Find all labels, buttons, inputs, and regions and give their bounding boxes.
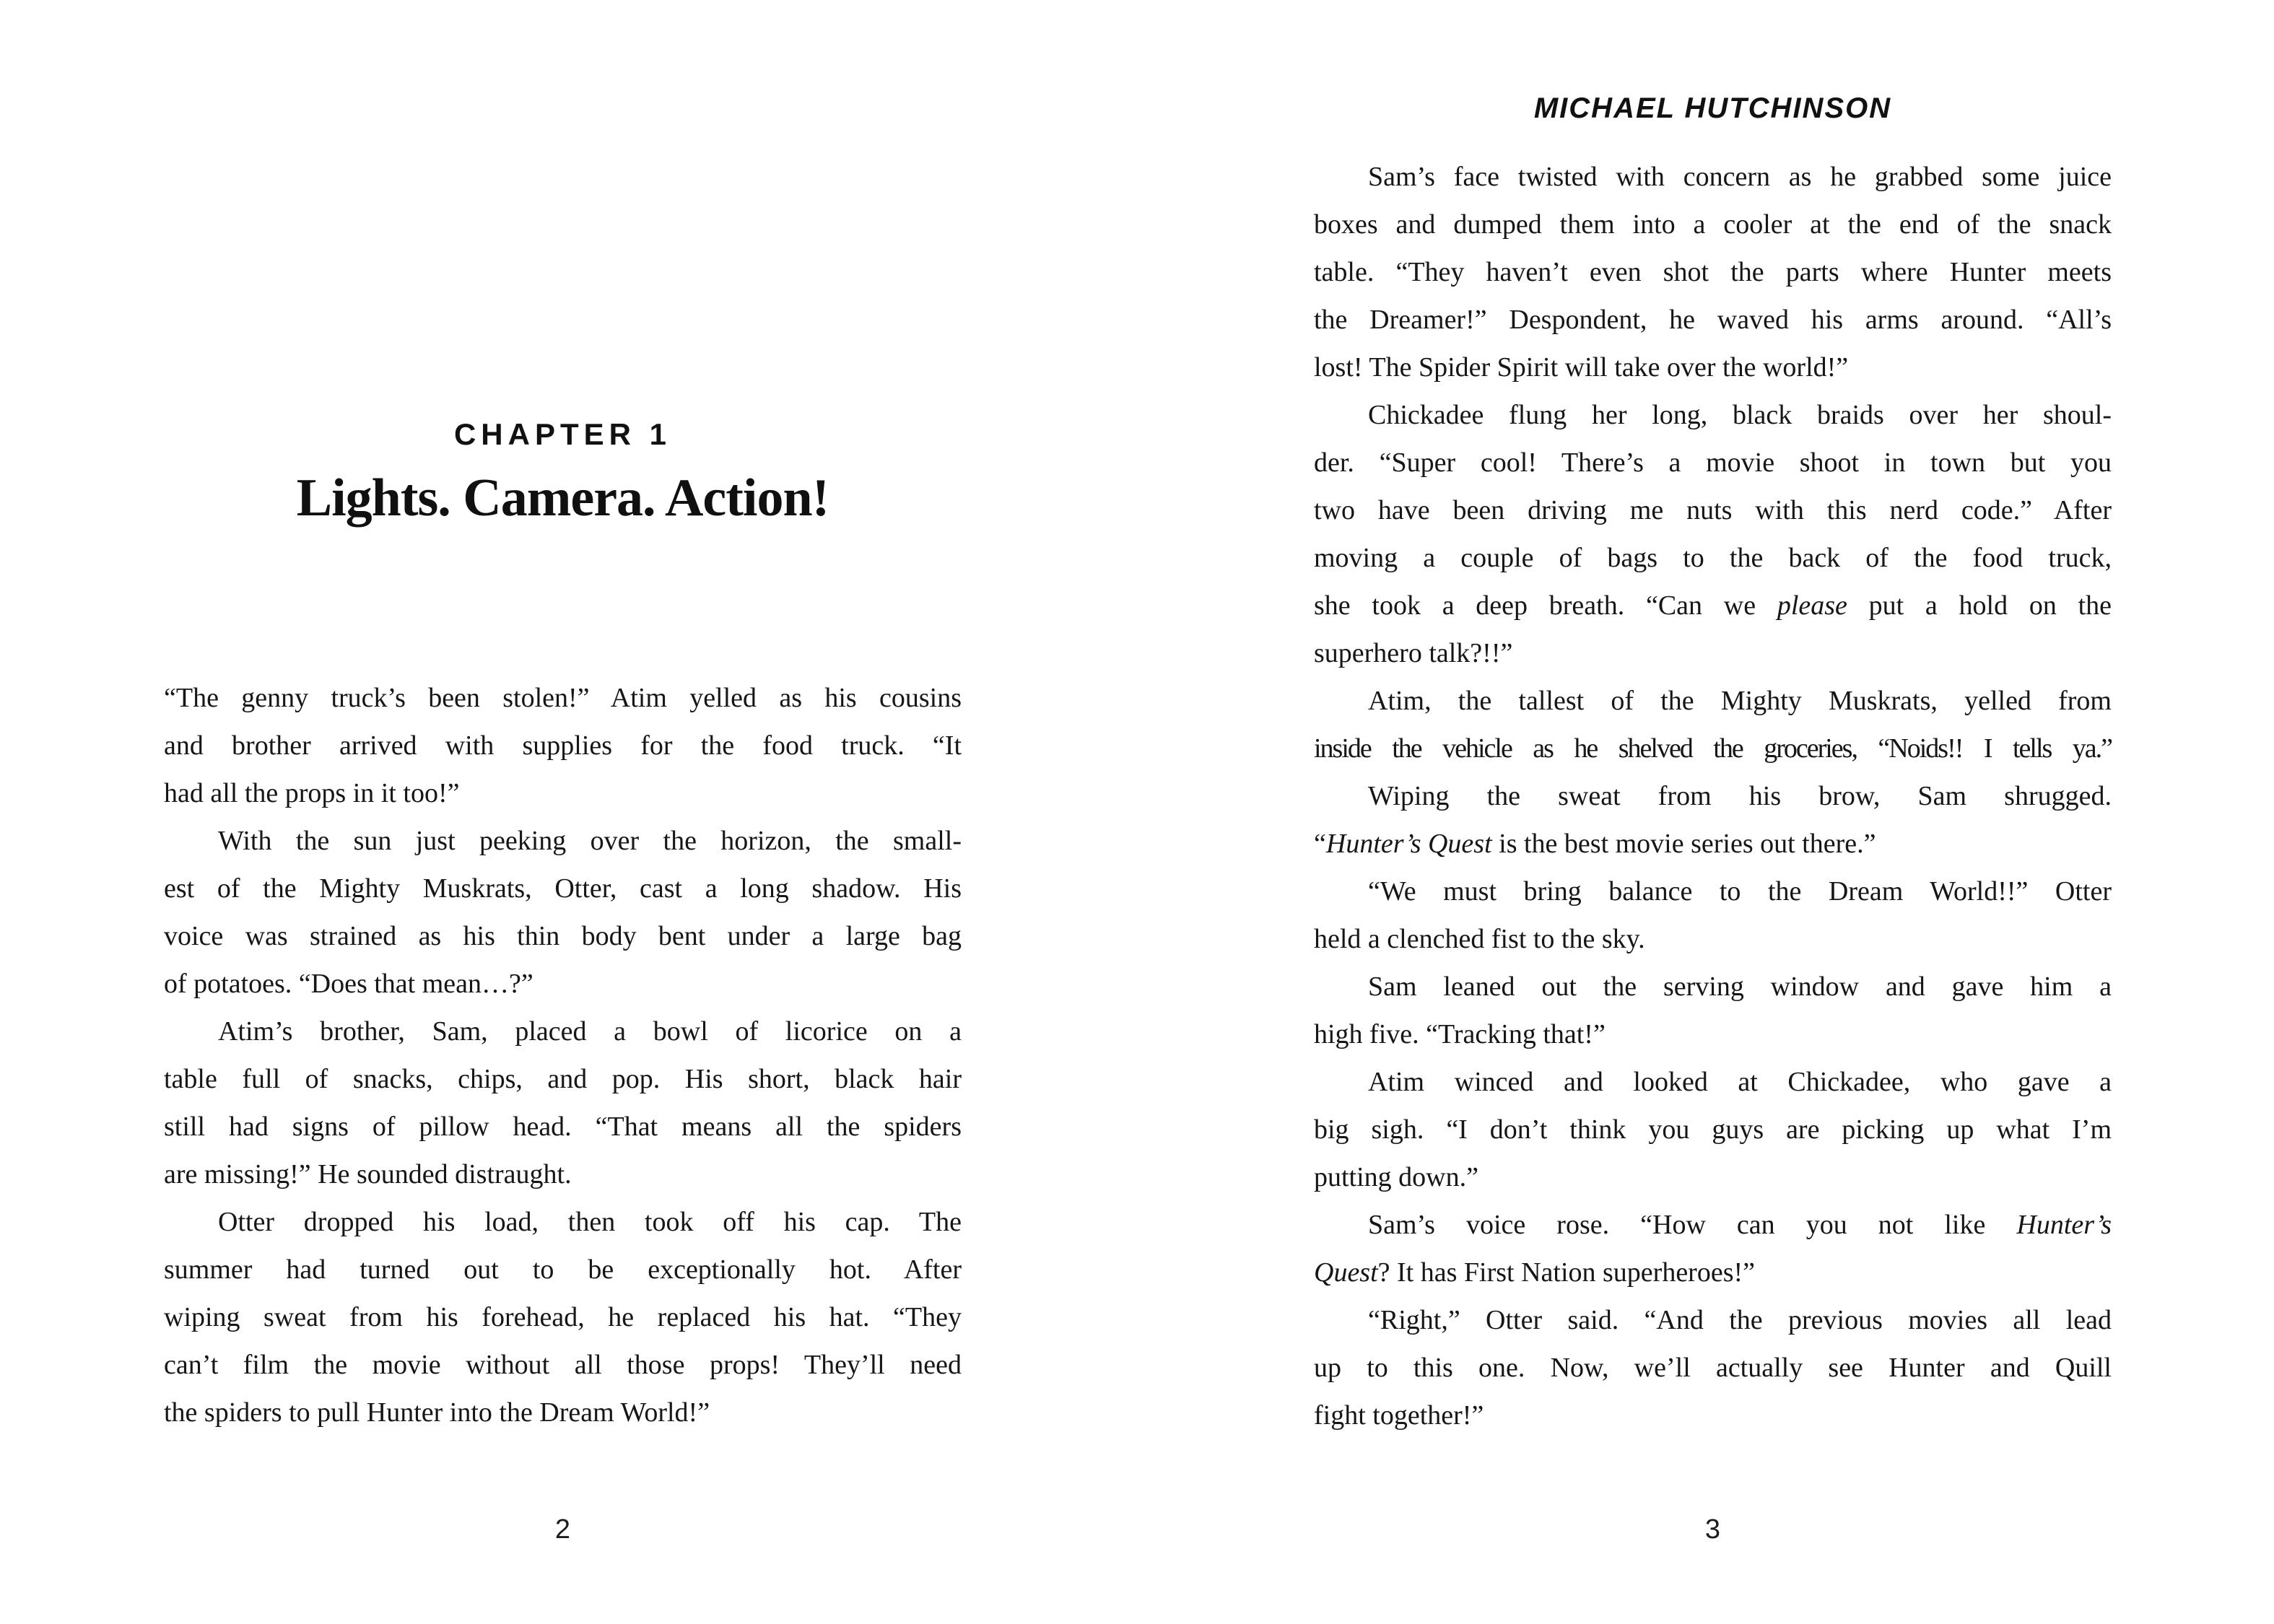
text-line: inside the vehicle as he shelved the groceries, “Noids!! I tells ya.” [1314, 733, 2112, 764]
text-line: “Right,” Otter said. “And the previous movies all lead [1368, 1305, 2112, 1335]
text-line: lost! The Spider Spirit will take over the world!” [1314, 352, 1849, 383]
text-line: Sam leaned out the serving window and gave him a [1368, 972, 2112, 1002]
chapter-title: Lights. Camera. Action! [296, 468, 829, 528]
text-line: she took a deep breath. “Can we please put a hold on the [1314, 590, 2112, 621]
text-line: superhero talk?!!” [1314, 638, 1513, 668]
text-line: and brother arrived with supplies for the food truck. “It [164, 730, 962, 761]
text-line: table. “They haven’t even shot the parts where Hunter meets [1314, 257, 2112, 287]
text-line: high five. “Tracking that!” [1314, 1019, 1606, 1049]
text-line: the spiders to pull Hunter into the Dream World!” [164, 1397, 710, 1428]
text-line: Otter dropped his load, then took off his cap. The [218, 1207, 962, 1237]
right-page-body-text [1314, 153, 2112, 1439]
text-line: still had signs of pillow head. “That means all the spiders [164, 1112, 962, 1142]
text-line: Atim winced and looked at Chickadee, who gave a [1368, 1067, 2112, 1097]
text-line: are missing!” He sounded distraught. [164, 1159, 572, 1189]
text-line: held a clenched fist to the sky. [1314, 924, 1645, 954]
text-line: big sigh. “I don’t think you guys are picking up what I’m [1314, 1114, 2112, 1145]
text-line: up to this one. Now, we’ll actually see Hunter and Quill [1314, 1353, 2112, 1383]
text-line: est of the Mighty Muskrats, Otter, cast a long shadow. His [164, 873, 962, 904]
text-line: summer had turned out to be exceptionally hot. After [164, 1254, 962, 1285]
text-line: Atim’s brother, Sam, placed a bowl of licorice on a [218, 1016, 962, 1047]
text-line: Wiping the sweat from his brow, Sam shrugged. [1368, 781, 2112, 811]
text-line: the Dreamer!” Despondent, he waved his arms around. “All’s [1314, 305, 2112, 335]
text-line: der. “Super cool! There’s a movie shoot in town but you [1314, 448, 2112, 478]
text-line: Sam’s face twisted with concern as he grabbed some juice [1368, 162, 2112, 192]
chapter-label: CHAPTER 1 [453, 417, 672, 451]
page-number-right: 3 [1704, 1514, 1721, 1545]
text-line: can’t film the movie without all those props! They’ll need [164, 1350, 962, 1380]
text-line: putting down.” [1314, 1162, 1478, 1192]
text-line: had all the props in it too!” [164, 778, 460, 808]
text-line: two have been driving me nuts with this nerd code.” After [1314, 495, 2112, 525]
text-line: table full of snacks, chips, and pop. His short, black hair [164, 1064, 962, 1094]
text-line: Sam’s voice rose. “How can you not like Hunter’s [1368, 1210, 2112, 1240]
text-line: of potatoes. “Does that mean…?” [164, 969, 533, 999]
text-line: wiping sweat from his forehead, he replaced his hat. “They [164, 1302, 962, 1332]
text-line: boxes and dumped them into a cooler at the end of the snack [1314, 209, 2112, 240]
text-line: Atim, the tallest of the Mighty Muskrats, yelled from [1368, 686, 2112, 716]
text-line: “Hunter’s Quest is the best movie series out there.” [1314, 829, 1876, 859]
page-number-left: 2 [554, 1514, 571, 1545]
running-header-author: MICHAEL HUTCHINSON [1533, 92, 1892, 124]
text-line: voice was strained as his thin body bent under a large bag [164, 921, 962, 951]
text-line: Chickadee flung her long, black braids over her shoul- [1368, 400, 2112, 430]
text-line: “The genny truck’s been stolen!” Atim yelled as his cousins [164, 683, 962, 713]
text-line: Quest? It has First Nation superheroes!” [1314, 1257, 1756, 1288]
text-line: With the sun just peeking over the horizon, the small- [218, 826, 962, 856]
text-line: “We must bring balance to the Dream World!!” Otter [1368, 876, 2112, 907]
text-line: moving a couple of bags to the back of the food truck, [1314, 543, 2112, 573]
text-line: fight together!” [1314, 1400, 1484, 1431]
